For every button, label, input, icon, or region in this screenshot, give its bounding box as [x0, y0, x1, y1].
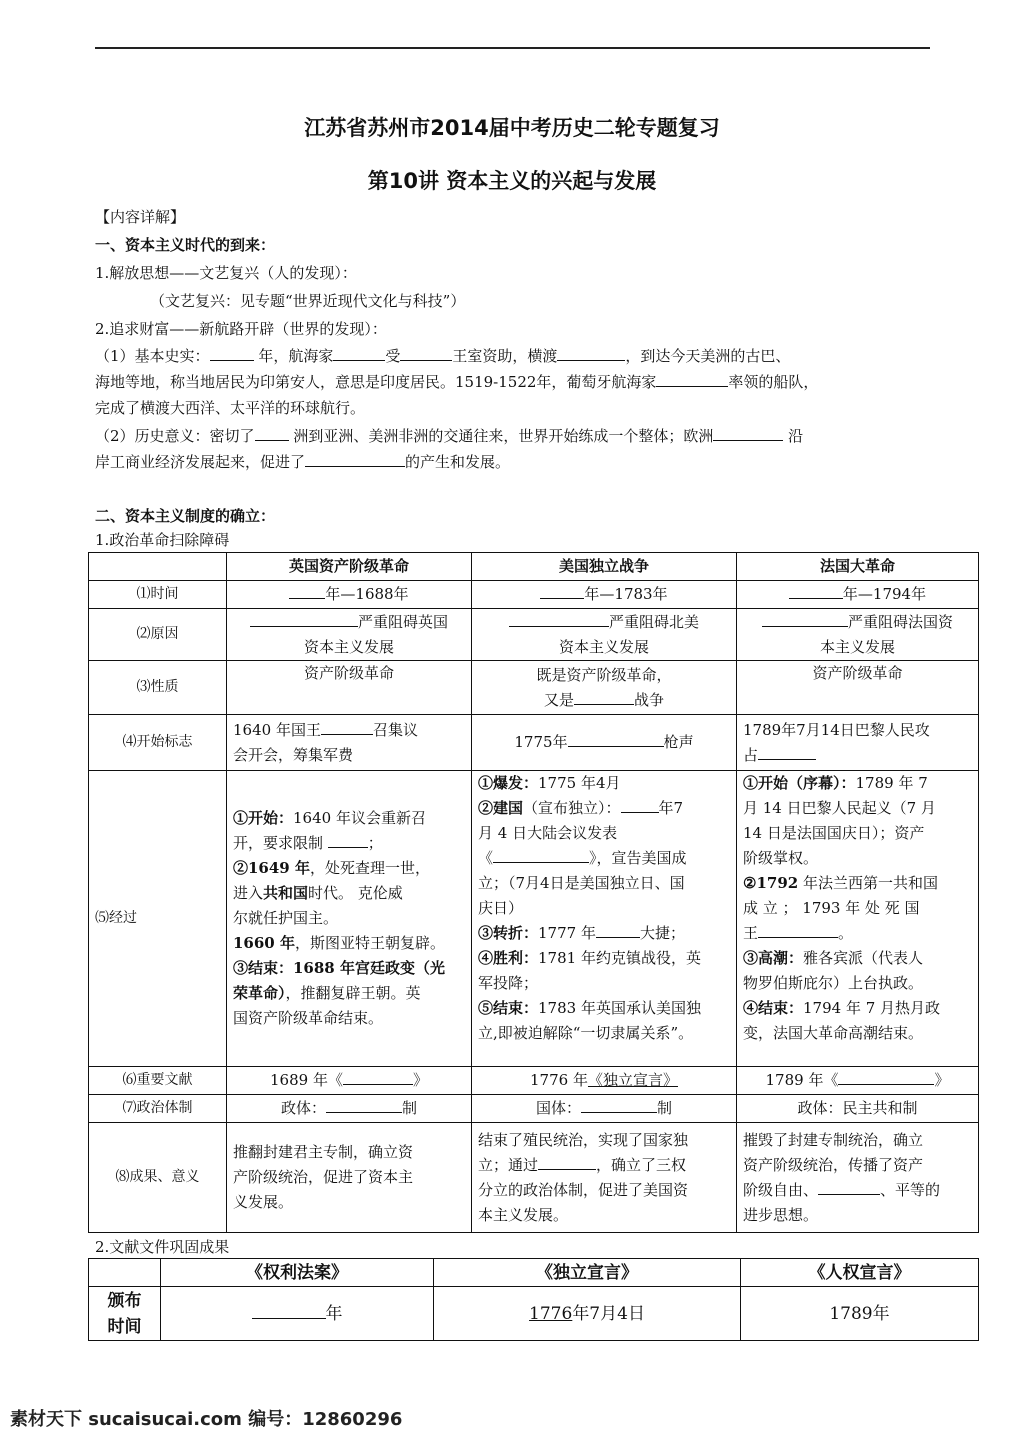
- text: 进步思想。: [743, 1205, 819, 1224]
- text: 军投降；: [478, 974, 539, 992]
- row-label: ⑸经过: [89, 771, 227, 1067]
- table-header-row: [89, 1259, 979, 1287]
- cell: [737, 581, 979, 609]
- text: 》: [934, 1071, 950, 1089]
- text: 率领的船队，: [728, 373, 819, 391]
- row-label: ⑵原因: [89, 609, 227, 661]
- text: 1660 年: [233, 934, 295, 952]
- blank[interactable]: [762, 612, 848, 627]
- col-header: 《权利法案》: [161, 1259, 434, 1287]
- cell: [227, 715, 472, 771]
- text: 1776 年: [530, 1071, 588, 1089]
- blank[interactable]: [758, 923, 838, 938]
- text: 物罗伯斯庇尔）上台执政。: [743, 974, 924, 992]
- text: 本主义发展: [819, 637, 895, 656]
- text: ④结束：: [743, 999, 804, 1017]
- text: ③转折：: [478, 924, 539, 942]
- s1-item-2: 2.追求财富——新航路开辟（世界的发现）：: [95, 320, 387, 338]
- row-label: ⑶性质: [89, 661, 227, 715]
- blank[interactable]: [400, 346, 452, 361]
- text: ②建国: [478, 799, 524, 817]
- text: 荣革命）: [233, 984, 286, 1002]
- text: 1777 年: [538, 924, 596, 942]
- blank[interactable]: [540, 584, 584, 599]
- text: 共和国: [263, 884, 309, 902]
- text: 洲到亚洲、美洲非洲的交通往来，世界开始练成一个整体；欧洲: [293, 427, 714, 445]
- cell: [161, 1287, 434, 1341]
- blank[interactable]: [252, 1304, 326, 1319]
- text: 推翻封建君主专制，确立资: [233, 1143, 414, 1161]
- text: 变，法国大革命高潮结束。: [743, 1024, 924, 1042]
- text: 尔就任护国主。: [233, 909, 339, 927]
- col-header: 英国资产阶级革命: [227, 553, 472, 581]
- text: ①开始：: [233, 809, 294, 827]
- text: 大捷；: [639, 924, 685, 942]
- blank[interactable]: [581, 1098, 657, 1113]
- text: 》: [412, 1071, 428, 1089]
- cell: [227, 1095, 472, 1123]
- facts-line-2: [95, 372, 818, 392]
- text: 制: [657, 1099, 673, 1117]
- col-header: 法国大革命: [737, 553, 979, 581]
- corner-cell: [89, 1259, 161, 1287]
- blank[interactable]: [621, 798, 659, 813]
- text: 会开会，筹集军费: [233, 745, 354, 764]
- row-label: ⑷开始标志: [89, 715, 227, 771]
- col-header: 美国独立战争: [472, 553, 737, 581]
- documents-table: [88, 1258, 979, 1341]
- header-rule: [95, 47, 930, 49]
- blank[interactable]: [789, 584, 843, 599]
- text: 立,即被迫解除“一切隶属关系”。: [478, 1024, 694, 1042]
- text: 《独立宣言》: [587, 1071, 678, 1089]
- text: 王室资助，横渡: [452, 347, 558, 365]
- cell: [227, 771, 472, 1067]
- text: 摧毁了封建专制统治，确立: [743, 1130, 924, 1149]
- table-header-row: [89, 553, 979, 581]
- text: 1640 年议会重新召: [293, 809, 426, 827]
- s2-item-2: 2.文献文件巩固成果: [95, 1238, 230, 1256]
- blank[interactable]: [250, 612, 358, 627]
- cell: [737, 715, 979, 771]
- text: ，斯图亚特王朝复辟。: [294, 934, 445, 952]
- cell: [434, 1287, 741, 1341]
- text: 严重阻碍北美: [608, 612, 699, 631]
- text: 义发展。: [233, 1193, 294, 1211]
- text: 年，航海家: [258, 347, 334, 365]
- row-label: ⑺政治体制: [89, 1095, 227, 1123]
- text: 1781 年约克镇战役，英: [538, 949, 701, 967]
- cell: [472, 581, 737, 609]
- text: 年7月4日: [572, 1303, 645, 1324]
- text: 王: [743, 924, 759, 942]
- text: 产阶级统治，促进了资本主: [233, 1168, 414, 1186]
- text: 岸工商业经济发展起来，促进了: [95, 453, 306, 471]
- text: 严重阻碍法国资: [847, 612, 953, 631]
- text: 分立的政治体制，促进了美国资: [478, 1180, 689, 1199]
- text: 庆日）: [478, 899, 524, 917]
- blank[interactable]: [493, 848, 589, 863]
- text: 年法兰西第一共和国: [798, 874, 938, 892]
- text: ，处死查理一世，: [309, 859, 430, 877]
- row-label: [89, 1287, 161, 1341]
- text: 年—1688年: [325, 585, 409, 603]
- blank[interactable]: [305, 452, 405, 467]
- text: 颁布: [107, 1290, 142, 1311]
- table-row: [89, 1123, 979, 1233]
- text: 年—1783年: [584, 585, 668, 603]
- text: 受: [385, 347, 401, 365]
- text: 阶级自由、: [743, 1180, 819, 1199]
- cell: [472, 1095, 737, 1123]
- text: 又是: [543, 690, 574, 709]
- text: 资本主义发展: [558, 637, 649, 656]
- text: ③结束：1688 年宫廷政变（光: [233, 959, 445, 977]
- text: 年—1794年: [842, 585, 927, 603]
- text: ⑤结束：: [478, 999, 539, 1017]
- text: 召集议: [372, 720, 418, 739]
- cell: [227, 581, 472, 609]
- text: 1776: [529, 1303, 573, 1324]
- cell: [227, 1123, 472, 1233]
- blank[interactable]: [509, 612, 609, 627]
- text: 1789 年 7: [855, 774, 928, 792]
- facts-line-1: [95, 346, 790, 366]
- row-label: ⑻成果、意义: [89, 1123, 227, 1233]
- blank[interactable]: [326, 1098, 402, 1113]
- text: 1689 年《: [270, 1071, 343, 1089]
- text: 雅各宾派（代表人: [803, 949, 924, 967]
- table-row: [89, 661, 979, 715]
- section-2-heading: 二、资本主义制度的确立：: [95, 507, 276, 525]
- cell: [472, 661, 737, 715]
- table-row: [89, 715, 979, 771]
- section-label: 【内容详解】: [95, 208, 186, 226]
- cell: [737, 609, 979, 661]
- corner-cell: [89, 553, 227, 581]
- text: ，到达今天美洲的古巴、: [625, 347, 791, 365]
- text: 月 14 日巴黎人民起义（7 月: [743, 799, 936, 817]
- text: 1783 年英国承认美国独: [538, 999, 701, 1017]
- text: 14 日是法国国庆日）；资产: [743, 824, 925, 842]
- blank[interactable]: [656, 372, 728, 387]
- cell: [472, 715, 737, 771]
- text: ①开始（序幕）：: [743, 774, 856, 792]
- s2-item-1: 1.政治革命扫除障碍: [95, 531, 230, 549]
- blank[interactable]: [255, 426, 289, 441]
- table-row: [89, 1067, 979, 1095]
- blank[interactable]: [568, 732, 664, 747]
- text: 月 4 日大陆会议发表: [478, 824, 618, 842]
- page-title: 江苏省苏州市2014届中考历史二轮专题复习: [304, 116, 720, 140]
- blank[interactable]: [538, 1155, 596, 1170]
- text: 占: [743, 745, 759, 764]
- text: 、平等的: [880, 1180, 941, 1199]
- text: 资本主义发展: [303, 637, 394, 656]
- table-row: [89, 581, 979, 609]
- text: 时间: [107, 1316, 142, 1337]
- text: 年: [325, 1303, 343, 1324]
- table-row: [89, 609, 979, 661]
- text: 资产阶级统治，传播了资产: [743, 1155, 924, 1174]
- text: 枪声: [663, 733, 694, 751]
- cell: 资产阶级革命: [227, 661, 472, 715]
- blank[interactable]: [574, 690, 634, 705]
- cell: [472, 1067, 737, 1095]
- text: 《: [478, 849, 494, 867]
- cell: [737, 1067, 979, 1095]
- text: 。: [838, 924, 854, 942]
- text: 进入: [233, 884, 264, 902]
- cell: [472, 1123, 737, 1233]
- blank[interactable]: [328, 833, 368, 848]
- text: 1794 年 7 月热月政: [803, 999, 941, 1017]
- text: 政体：: [280, 1099, 326, 1117]
- significance-line-2: [95, 452, 510, 472]
- section-1-heading: 一、资本主义时代的到来：: [95, 236, 276, 254]
- blank[interactable]: [289, 584, 325, 599]
- blank[interactable]: [713, 426, 783, 441]
- text: ，确立了三权: [596, 1155, 687, 1174]
- blank[interactable]: [321, 720, 373, 735]
- table-row: [89, 1095, 979, 1123]
- cell: [737, 771, 979, 1067]
- blank[interactable]: [333, 346, 385, 361]
- text: 时代。 克伦威: [308, 884, 403, 902]
- text: （宣布独立）：: [523, 799, 621, 817]
- text: 既是资产阶级革命，: [536, 665, 672, 684]
- watermark: 素材天下 sucaisucai.com 编号：12860296: [10, 1409, 403, 1430]
- cell: [227, 609, 472, 661]
- facts-line-3: 完成了横渡大西洋、太平洋的环球航行。: [95, 399, 366, 417]
- text: 立；（7月4日是美国独立日、国: [478, 874, 685, 892]
- text: ③高潮：: [743, 949, 804, 967]
- text: 成 立 ； 1793 年 处 死 国: [743, 899, 920, 917]
- lesson-title: 第10讲 资本主义的兴起与发展: [367, 169, 657, 193]
- revolution-table: [88, 552, 979, 1233]
- text: ；: [367, 834, 383, 852]
- text: ，推翻复辟王朝。英: [285, 984, 421, 1002]
- table-row: [89, 1287, 979, 1341]
- col-header: 《人权宣言》: [741, 1259, 979, 1287]
- s1-item-1: 1.解放思想——文艺复兴（人的发现）：: [95, 264, 357, 282]
- row-label: ⑹重要文献: [89, 1067, 227, 1095]
- text: ①爆发：: [478, 774, 539, 792]
- text: 制: [402, 1099, 418, 1117]
- facts-label: （1）基本史实：: [95, 347, 210, 365]
- text: 1640 年国王: [233, 720, 321, 739]
- text: 开，要求限制: [233, 834, 324, 852]
- cell: [472, 771, 737, 1067]
- cell: 政体：民主共和制: [737, 1095, 979, 1123]
- blank[interactable]: [557, 346, 625, 361]
- text: 战争: [634, 690, 665, 709]
- blank[interactable]: [343, 1070, 413, 1085]
- text: （2）历史意义：密切了: [95, 427, 255, 445]
- text: 沿: [788, 427, 804, 445]
- text: 国体：: [535, 1099, 581, 1117]
- text: 阶级掌权。: [743, 849, 819, 867]
- text: 1775年: [514, 733, 568, 751]
- blank[interactable]: [596, 923, 640, 938]
- blank[interactable]: [818, 1180, 880, 1195]
- text: ②1649 年: [233, 859, 310, 877]
- text: ④胜利：: [478, 949, 539, 967]
- significance-line-1: [95, 426, 803, 446]
- cell: [737, 1123, 979, 1233]
- text: ②1792: [743, 874, 799, 892]
- cell: 资产阶级革命: [737, 661, 979, 715]
- text: 》，宣告美国成: [589, 849, 687, 867]
- text: 结束了殖民统治，实现了国家独: [478, 1130, 689, 1149]
- text: 国资产阶级革命结束。: [233, 1009, 384, 1027]
- s1-item-1-note: （文艺复兴：见专题“世界近现代文化与科技”）: [150, 292, 466, 310]
- text: 年7: [658, 799, 684, 817]
- row-label: ⑴时间: [89, 581, 227, 609]
- col-header: 《独立宣言》: [434, 1259, 741, 1287]
- blank[interactable]: [210, 346, 254, 361]
- text: 海地等地，称当地居民为印第安人，意思是印度居民。1519-1522年，葡萄牙航海家: [95, 373, 657, 391]
- cell: [227, 1067, 472, 1095]
- blank[interactable]: [758, 745, 816, 760]
- text: 本主义发展。: [478, 1205, 569, 1224]
- text: 1789年7月14日巴黎人民攻: [743, 720, 930, 739]
- text: 1775 年4月: [538, 774, 621, 792]
- cell: [472, 609, 737, 661]
- cell: 1789年: [741, 1287, 979, 1341]
- text: 1789 年《: [765, 1071, 839, 1089]
- text: 严重阻碍英国: [357, 612, 448, 631]
- table-row: [89, 771, 979, 1067]
- text: 立；通过: [478, 1155, 539, 1174]
- blank[interactable]: [838, 1070, 934, 1085]
- text: 的产生和发展。: [405, 453, 511, 471]
